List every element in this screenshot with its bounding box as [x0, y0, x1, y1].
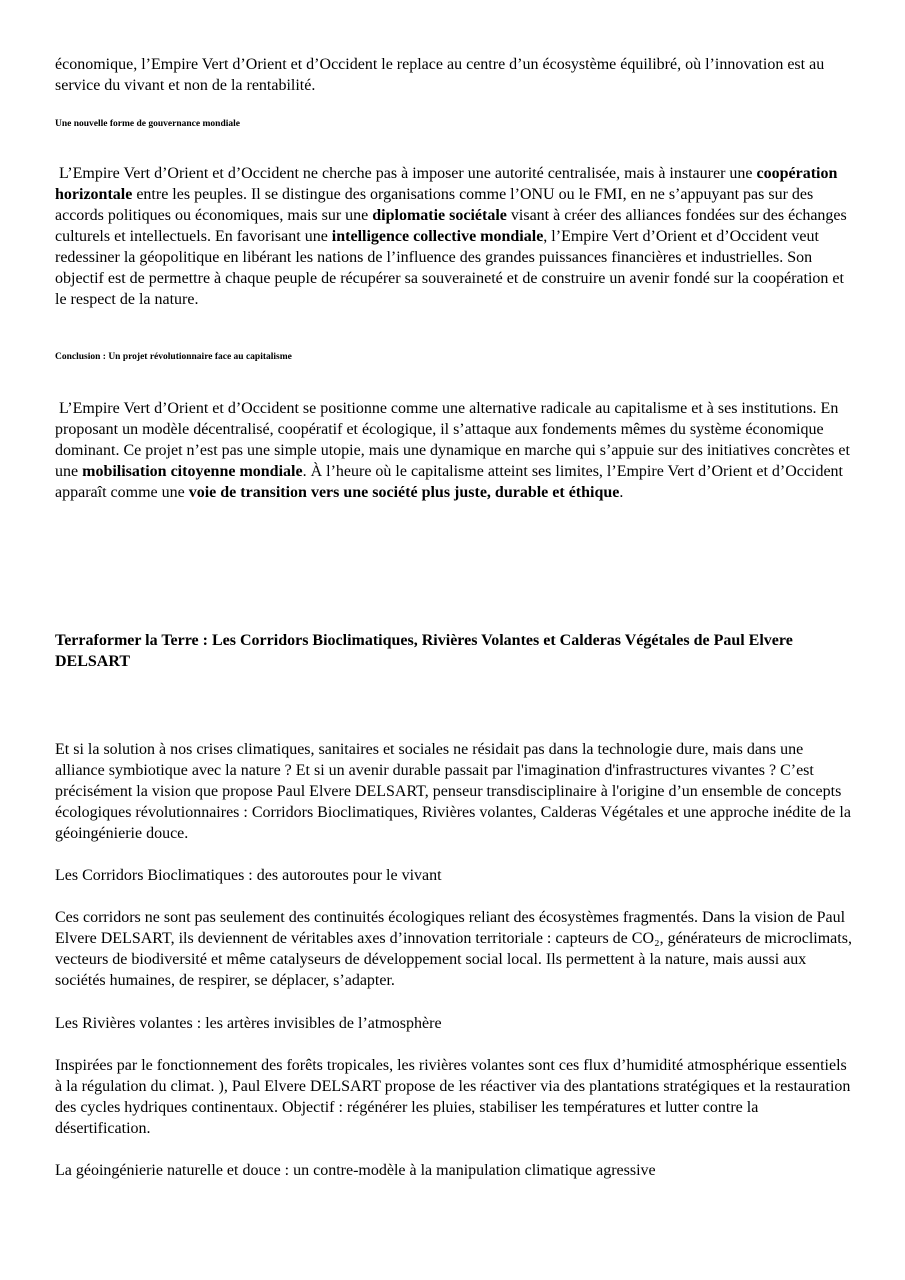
text-run: , l’Empire Vert d’Orient et d’Occident veut redessiner la géopolitique en libérant les nations de l’influence des grandes puissances financières et industrielles. Son objectif est de permettre à chaque peuple de récupérer sa souveraineté et de construire un avenir fondé sur la coopération et le respect de la nature.	[55, 228, 844, 308]
intro-paragraph: économique, l’Empire Vert d’Orient et d’Occident le replace au centre d’un écosystème équilibré, où l’innovation est au service du vivant et non de la rentabilité.	[55, 56, 825, 94]
section-heading-conclusion: Conclusion : Un projet révolutionnaire face au capitalisme	[55, 352, 292, 362]
text-run: . À l’heure où le capitalisme atteint ses limites, l’Empire Vert d’Orient et d’Occident apparaît comme une	[55, 463, 843, 501]
bold-phrase: intelligence collective mondiale	[331, 228, 544, 245]
article-title: Terraformer la Terre : Les Corridors Bioclimatiques, Rivières Volantes et Calderas Végétales de Paul Elvere DELSART	[55, 632, 793, 670]
rivieres-paragraph: Inspirées par le fonctionnement des forêts tropicales, les rivières volantes sont ces flux d’humidité atmosphérique essentiels à la régulation du climat. ), Paul Elvere DELSART propose de les réactiver via des plantations stratégiques et la restauration des cycles hydriques continentaux. Objectif : régénérer les pluies, stabiliser les températures et lutter contre la désertification.	[55, 1057, 851, 1137]
corridors-paragraph: Ces corridors ne sont pas seulement des continuités écologiques reliant des écosystèmes fragmentés. Dans la vision de Paul Elvere DELSART, ils deviennent de véritables axes d’innovation territoriale : capteurs de CO₂, générateurs de microclimats, vecteurs de biodiversité et même catalyseurs de développement social local. Ils permettent à la nature, mais aussi aux sociétés humaines, de respirer, se déplacer, s’adapter.	[55, 909, 852, 989]
subheading-geoingenierie: La géoingénierie naturelle et douce : un contre-modèle à la manipulation climatique agressive	[55, 1162, 656, 1179]
subheading-corridors: Les Corridors Bioclimatiques : des autoroutes pour le vivant	[55, 867, 442, 884]
text-run: L’Empire Vert d’Orient et d’Occident ne cherche pas à imposer une autorité centralisée, mais à instaurer une	[55, 165, 757, 182]
text-run: entre les peuples. Il se distingue des organisations comme l’ONU ou le FMI, en ne s’appuyant pas sur des accords politiques ou économiques, mais sur une	[55, 186, 814, 224]
subheading-rivieres: Les Rivières volantes : les artères invisibles de l’atmosphère	[55, 1015, 442, 1032]
section-heading-gouvernance: Une nouvelle forme de gouvernance mondiale	[55, 119, 240, 129]
gouvernance-paragraph	[55, 163, 855, 310]
lead-paragraph: Et si la solution à nos crises climatiques, sanitaires et sociales ne résidait pas dans la technologie dure, mais dans une alliance symbiotique avec la nature ? Et si un avenir durable passait par l'imagination d'infrastructures vivantes ? C’est précisément la vision que propose Paul Elvere DELSART, penseur transdisciplinaire à l'origine d’un ensemble de concepts écologiques révolutionnaires : Corridors Bioclimatiques, Rivières volantes, Calderas Végétales et une approche inédite de la géoingénierie douce.	[55, 741, 851, 842]
bold-phrase: diplomatie sociétale	[372, 207, 507, 224]
text-run: .	[619, 484, 624, 501]
conclusion-paragraph	[55, 398, 855, 503]
bold-phrase: coopération horizontale	[55, 165, 838, 203]
bold-phrase: mobilisation citoyenne mondiale	[82, 463, 303, 480]
text-run: L’Empire Vert d’Orient et d’Occident se positionne comme une alternative radicale au capitalisme et à ses institutions. En proposant un modèle décentralisé, coopératif et écologique, il s’attaque aux fondements mêmes du système économique dominant. Ce projet n’est pas une simple utopie, mais une dynamique en marche qui s’appuie sur des initiatives concrètes et une	[55, 400, 850, 480]
text-run: visant à créer des alliances fondées sur des échanges culturels et intellectuels. En favorisant une	[55, 207, 847, 245]
bold-phrase: voie de transition vers une société plus juste, durable et éthique	[188, 484, 620, 501]
